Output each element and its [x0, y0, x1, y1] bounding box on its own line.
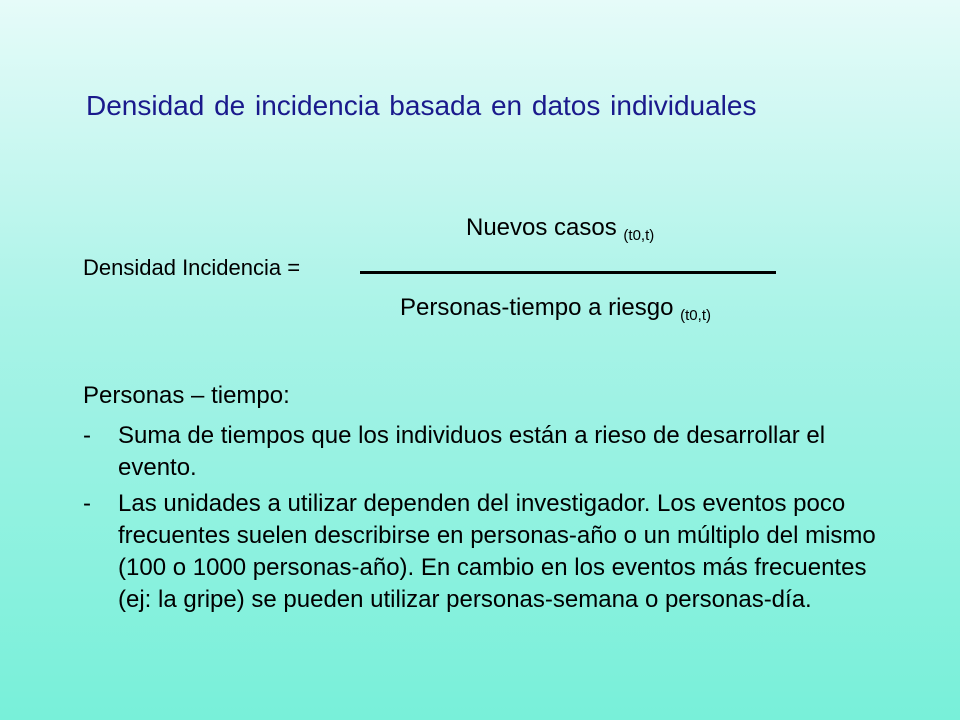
formula-lhs: Densidad Incidencia = [83, 255, 301, 280]
bullet-list [83, 420, 883, 620]
denominator-subscript: (t0,t) [680, 307, 711, 324]
formula-numerator [466, 214, 654, 242]
bullet-text: Las unidades a utilizar dependen del investigador. Los eventos poco frecuentes suelen describirse en personas-año o un múltiplo del mismo (100 o 1000 personas-año). En cambio en los eventos más frecuentes (ej: la gripe) se pueden utilizar personas-semana o personas-día. [118, 490, 876, 613]
list-item [83, 488, 883, 616]
list-item [83, 420, 883, 484]
fraction-bar [360, 271, 776, 274]
bullet-marker: - [83, 422, 91, 449]
formula-denominator [400, 294, 711, 322]
bullet-text: Suma de tiempos que los individuos están a rieso de desarrollar el evento. [118, 422, 826, 481]
numerator-subscript: (t0,t) [623, 227, 655, 244]
denominator-text: Personas-tiempo a riesgo [400, 294, 674, 321]
section-heading: Personas – tiempo: [83, 382, 290, 409]
numerator-text: Nuevos casos [466, 214, 617, 241]
bullet-marker: - [83, 490, 91, 517]
slide-title: Densidad de incidencia basada en datos individuales [86, 90, 757, 121]
